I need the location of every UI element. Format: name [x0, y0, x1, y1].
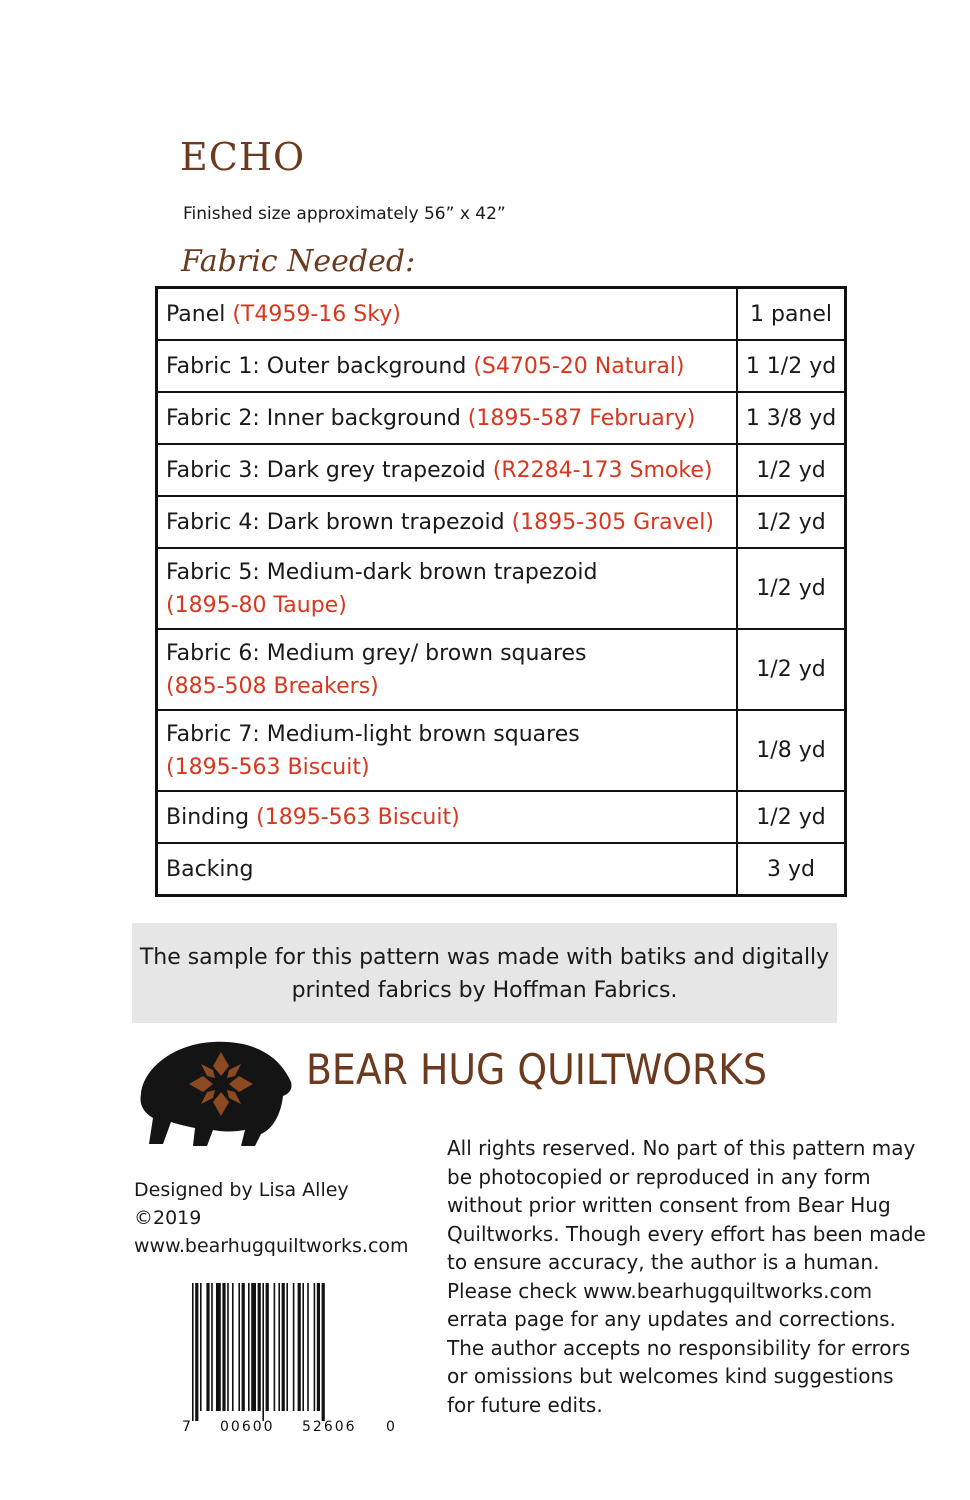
fabric-description	[157, 340, 738, 392]
barcode-bar	[317, 1283, 320, 1411]
barcode-bar	[232, 1283, 234, 1411]
copyright-year: ©2019	[134, 1207, 202, 1229]
barcode-bar	[293, 1283, 295, 1411]
fabric-quantity: 1/2 yd	[737, 629, 846, 710]
barcode-bar	[262, 1283, 264, 1421]
fabric-description	[157, 392, 738, 444]
barcode-bars	[192, 1283, 325, 1421]
fabric-code: (S4705-20 Natural)	[473, 353, 685, 379]
fabric-row	[157, 843, 846, 896]
fabric-row	[157, 340, 846, 392]
fabric-description	[157, 496, 738, 548]
sample-note-line-2: printed fabrics by Hoffman Fabrics.	[291, 978, 678, 1003]
barcode-bar	[211, 1283, 213, 1411]
website-link[interactable]: www.bearhugquiltworks.com	[134, 1235, 409, 1257]
fabric-quantity: 3 yd	[737, 843, 846, 896]
sample-note	[132, 923, 837, 1023]
fabric-quantity: 1/8 yd	[737, 710, 846, 791]
fabric-quantity: 1 1/2 yd	[737, 340, 846, 392]
fabric-quantity: 1/2 yd	[737, 548, 846, 629]
fabric-description	[157, 843, 738, 896]
barcode-bar	[302, 1283, 304, 1411]
fabric-code: (1895-587 February)	[467, 405, 696, 431]
fabric-description	[157, 288, 738, 341]
fabric-row	[157, 710, 846, 791]
fabric-row	[157, 288, 846, 341]
fabric-table	[155, 286, 847, 897]
barcode-bar	[192, 1283, 194, 1421]
fabric-code: (885-508 Breakers)	[166, 673, 379, 699]
barcode-bar	[278, 1283, 280, 1411]
fabric-label: Fabric 2: Inner background	[166, 405, 468, 431]
barcode-bar	[251, 1283, 256, 1411]
barcode	[180, 1283, 398, 1433]
fabric-code: (T4959-16 Sky)	[232, 301, 401, 327]
fabric-code: (1895-80 Taupe)	[166, 592, 347, 618]
bear-logo-icon	[133, 1034, 295, 1150]
fabric-label: Fabric 6: Medium grey/ brown squares	[166, 640, 587, 666]
sample-note-line-1: The sample for this pattern was made with batiks and digitally	[139, 945, 830, 970]
fabric-description	[157, 710, 738, 791]
fabric-code: (1895-305 Gravel)	[511, 509, 714, 535]
fabric-code: (1895-563 Biscuit)	[166, 754, 370, 780]
fabric-label: Fabric 3: Dark grey trapezoid	[166, 457, 493, 483]
barcode-bar	[238, 1283, 240, 1411]
fabric-label: Fabric 1: Outer background	[166, 353, 474, 379]
designer-info	[134, 1176, 409, 1260]
barcode-bar	[242, 1283, 245, 1411]
fabric-row	[157, 791, 846, 843]
fabric-quantity: 1/2 yd	[737, 791, 846, 843]
rights-notice: All rights reserved. No part of this pattern may be photocopied or reproduced in any form without prior written consent from Bear Hug Quiltworks. Though every effort has been made to ensure accuracy, the author is a human. Please check www.bearhugquiltworks.com errata page for any updates and corrections. The author accepts no responsibility for errors or omissions but welcomes kind suggestions for future edits.	[447, 1136, 926, 1417]
fabric-label: Panel	[166, 301, 233, 327]
brand-name: BEAR HUG QUILTWORKS	[306, 1045, 768, 1094]
barcode-bar	[195, 1283, 198, 1421]
fabric-description	[157, 444, 738, 496]
pattern-title: ECHO	[180, 135, 306, 179]
barcode-bar	[206, 1283, 209, 1411]
barcode-bar	[322, 1283, 325, 1421]
fabric-quantity: 1/2 yd	[737, 444, 846, 496]
fabric-description	[157, 629, 738, 710]
fabric-row	[157, 548, 846, 629]
fabric-description	[157, 548, 738, 629]
fabric-row	[157, 444, 846, 496]
fabric-code: (R2284-173 Smoke)	[492, 457, 713, 483]
fabric-label: Binding	[166, 804, 257, 830]
barcode-digits-left: 00600	[220, 1419, 275, 1433]
barcode-bar	[298, 1283, 301, 1411]
barcode-bar	[266, 1283, 269, 1411]
fabric-row	[157, 629, 846, 710]
barcode-bar	[314, 1283, 316, 1411]
fabric-quantity: 1/2 yd	[737, 496, 846, 548]
barcode-digit-first: 7	[182, 1419, 191, 1433]
finished-size: Finished size approximately 56” x 42”	[183, 204, 506, 224]
fabric-code: (1895-563 Biscuit)	[256, 804, 460, 830]
fabric-label: Backing	[166, 856, 254, 882]
barcode-bar	[222, 1283, 225, 1411]
fabric-row	[157, 496, 846, 548]
barcode-bar	[216, 1283, 221, 1411]
designer-name: Designed by Lisa Alley	[134, 1179, 349, 1201]
barcode-bar	[282, 1283, 285, 1411]
barcode-bar	[274, 1283, 276, 1411]
fabric-label: Fabric 7: Medium-light brown squares	[166, 721, 580, 747]
barcode-bar	[307, 1283, 309, 1411]
fabric-quantity: 1 panel	[737, 288, 846, 341]
barcode-digits-right: 52606	[302, 1419, 357, 1433]
fabric-description	[157, 791, 738, 843]
barcode-bar	[258, 1283, 261, 1411]
fabric-row	[157, 392, 846, 444]
fabric-label: Fabric 4: Dark brown trapezoid	[166, 509, 512, 535]
fabric-quantity: 1 3/8 yd	[737, 392, 846, 444]
barcode-digit-last: 0	[386, 1419, 395, 1433]
fabric-label: Fabric 5: Medium-dark brown trapezoid	[166, 559, 598, 585]
barcode-bar	[227, 1283, 229, 1411]
barcode-bar	[286, 1283, 288, 1411]
fabric-heading: Fabric Needed:	[181, 244, 416, 279]
barcode-bar	[248, 1283, 250, 1411]
barcode-bar	[200, 1283, 202, 1411]
